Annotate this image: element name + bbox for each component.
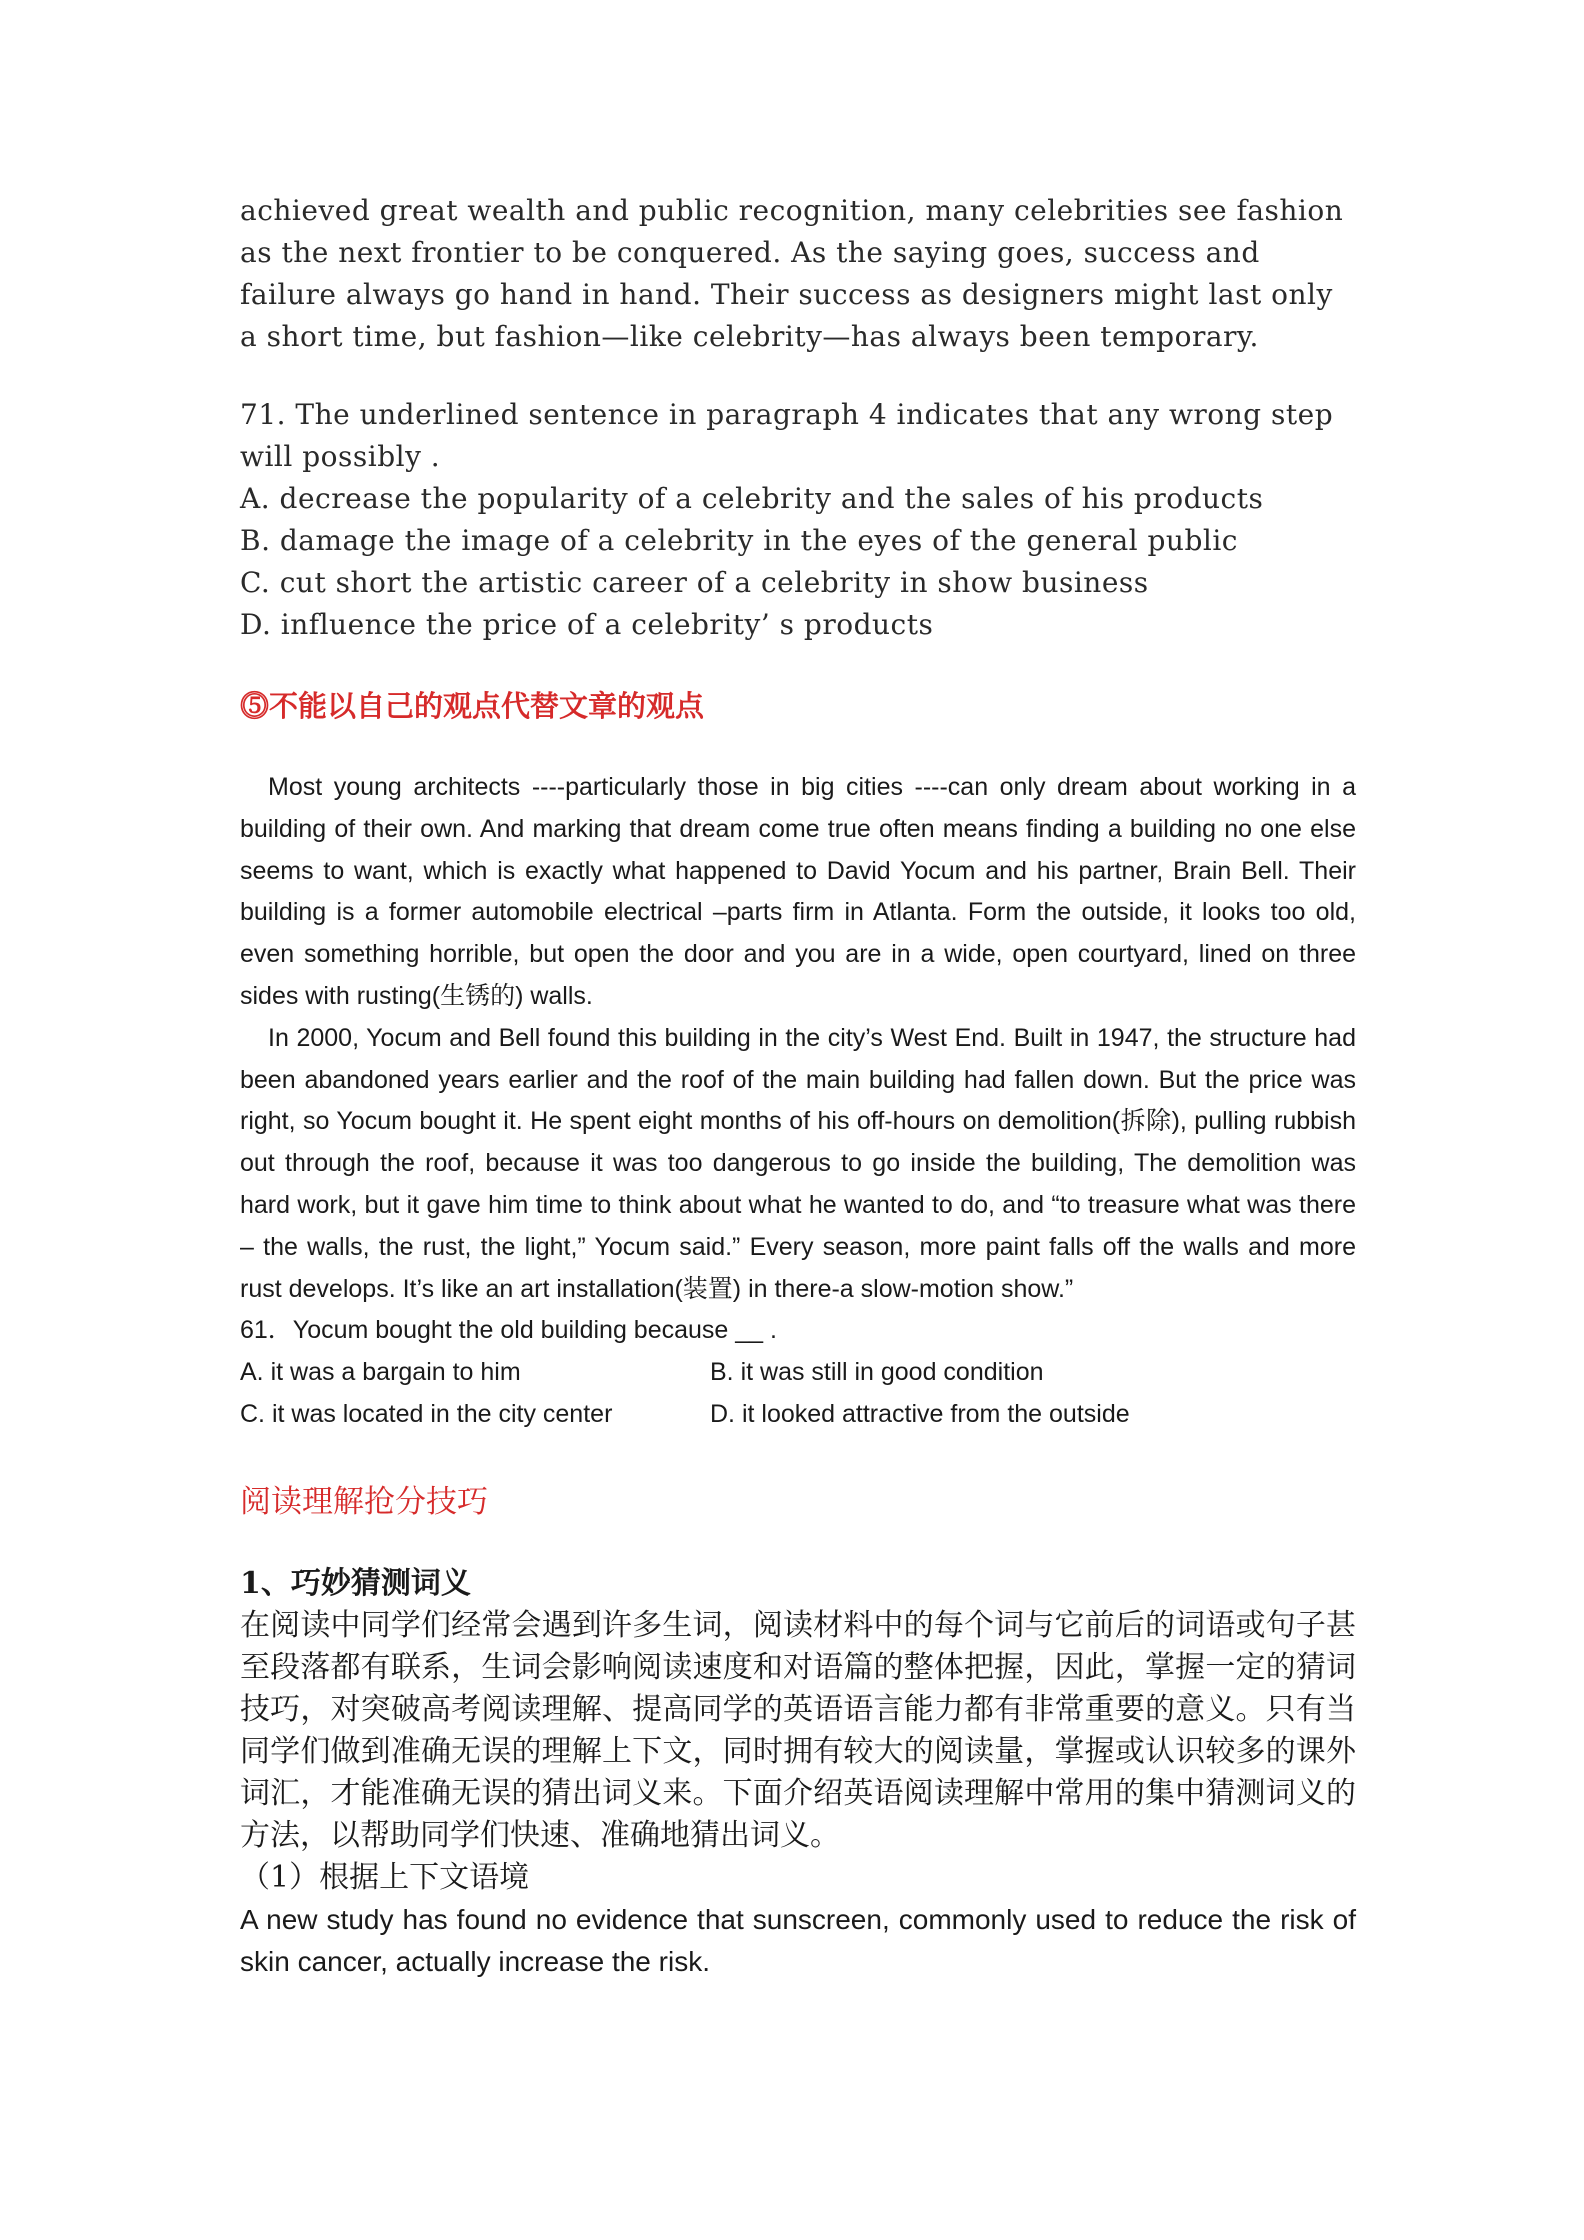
question-71-options (240, 478, 1356, 646)
question-61-option-a: A. it was a bargain to him (240, 1358, 521, 1387)
subsection-1-title: 1、巧妙猜测词义 (240, 1565, 471, 1601)
subsection-1 (240, 1563, 1356, 1899)
passage-end-text: achieved great wealth and public recognition, many celebrities see fashion as the next frontier to be conquered. As the saying goes, success and failure always go hand in hand. Their success as designers might last only a short time, but fashion—like celebrity—has always been temporary. (240, 194, 1344, 353)
question-71 (240, 394, 1356, 646)
question-71-option-a: A. decrease the popularity of a celebrity and the sales of his products (240, 482, 1264, 515)
example-sentence: A new study has found no evidence that sunscreen, commonly used to reduce the risk of skin cancer, actually increase the risk. (240, 1903, 1356, 1977)
question-61-options (240, 1352, 1356, 1436)
document-page (240, 190, 1356, 1983)
subsection-1-body: 在阅读中同学们经常会遇到许多生词，阅读材料中的每个词与它前后的词语或句子甚至段落都有联系，生词会影响阅读速度和对语篇的整体把握，因此，掌握一定的猜词技巧，对突破高考阅读理解、提高同学的英语语言能力都有非常重要的意义。只有当同学们做到准确无误的理解上下文，同时拥有较大的阅读量，掌握或认识较多的课外词汇，才能准确无误的猜出词义来。下面介绍英语阅读理解中常用的集中猜测词义的方法，以帮助同学们快速、准确地猜出词义。 (240, 1607, 1356, 1853)
question-61-option-c: C. it was located in the city center (240, 1399, 613, 1428)
question-71-stem: 71. The underlined sentence in paragraph 4 indicates that any wrong step will possibly . (240, 398, 1334, 473)
heading-4: ⓹不能以自己的观点代替文章的观点 (240, 689, 705, 723)
question-71-option-c: C. cut short the artistic career of a celebrity in show business (240, 566, 1149, 599)
passage-2 (240, 767, 1356, 1310)
passage-2-paragraph-1: Most young architects ----particularly those in big cities ----can only dream about working in a building of their own. And marking that dream come true often means finding a building no one else seems to want, which is exactly what happened to David Yocum and his partner, Brain Bell. Their building is a former automobile electrical –parts firm in Atlanta. Form the outside, it looks too old, even something horrible, but open the door and you are in a wide, open courtyard, lined on three sides with rusting(生锈的) walls. (240, 773, 1356, 1010)
question-71-option-b: B. damage the image of a celebrity in the eyes of the general public (240, 524, 1238, 557)
question-61-option-d: D. it looked attractive from the outside (710, 1399, 1130, 1428)
passage-end (240, 190, 1356, 358)
question-61-option-b: B. it was still in good condition (710, 1358, 1044, 1387)
question-61 (240, 1310, 1356, 1435)
question-61-stem: 61．Yocum bought the old building because __ . (240, 1316, 777, 1345)
question-71-option-d: D. influence the price of a celebrity’ s products (240, 608, 934, 641)
section-title: 阅读理解抢分技巧 (240, 1483, 488, 1520)
passage-2-paragraph-2: In 2000, Yocum and Bell found this building in the city’s West End. Built in 1947, the structure had been abandoned years earlier and the roof of the main building had fallen down. But the price was right, so Yocum bought it. He spent eight months of his off-hours on demolition(拆除), pulling rubbish out through the roof, because it was too dangerous to go inside the building, The demolition was hard work, but it gave him time to think about what he wanted to do, and “to treasure what was there – the walls, the rust, the light,” Yocum said.” Every season, more paint falls off the walls and more rust develops. It’s like an art installation(装置) in there-a slow-motion show.” (240, 1023, 1356, 1303)
subsubsection-title: （1）根据上下文语境 (240, 1859, 530, 1895)
